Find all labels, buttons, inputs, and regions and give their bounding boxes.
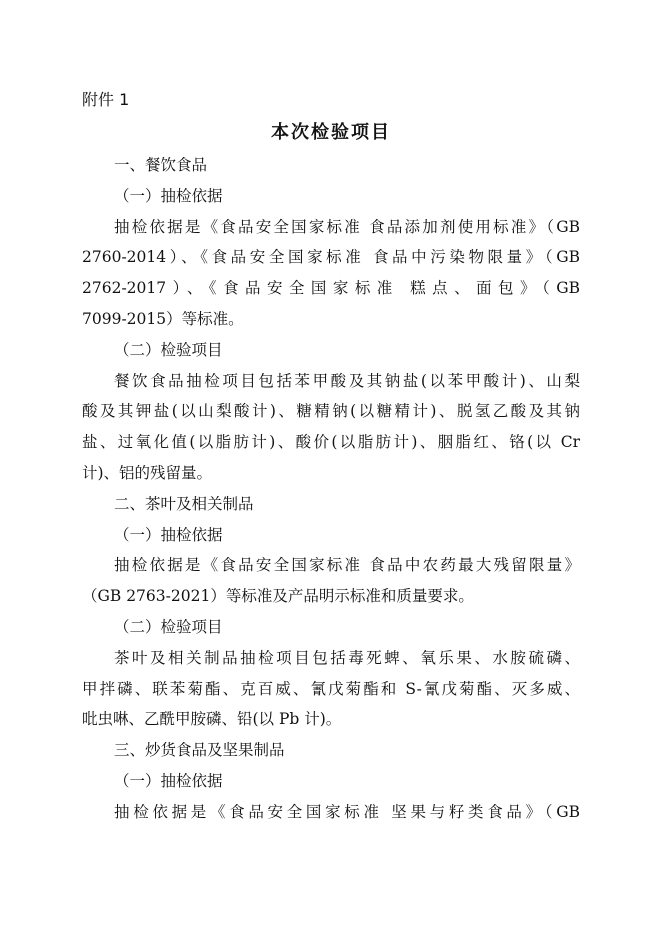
section-heading: 一、餐饮食品 — [114, 156, 208, 174]
subsection-heading: （一）抽检依据 — [114, 186, 223, 205]
paragraph-line: 抽检依据是《食品安全国家标准 坚果与籽类食品》（GB — [114, 802, 580, 821]
section-heading: 二、茶叶及相关制品 — [114, 494, 254, 513]
paragraph-line: 酸及其钾盐(以山梨酸计)、糖精钠(以糖精计)、脱氢乙酸及其钠 — [82, 402, 580, 421]
paragraph-line: 7099-2015）等标准。 — [82, 309, 244, 328]
paragraph-line: 计)、铝的残留量。 — [82, 463, 213, 482]
document-body — [82, 150, 580, 828]
paragraph-line: （GB 2763-2021）等标准及产品明示标准和质量要求。 — [82, 587, 474, 606]
paragraph-line: 吡虫啉、乙酰甲胺磷、铅(以 Pb 计)。 — [82, 710, 342, 729]
paragraph-line: 甲拌磷、联苯菊酯、克百威、氰戊菊酯和 S-氰戊菊酯、灭多威、 — [82, 679, 580, 698]
paragraph-line: 抽检依据是《食品安全国家标准 食品添加剂使用标准》（GB — [114, 217, 580, 236]
page-title: 本次检验项目 — [271, 122, 391, 143]
paragraph-line: 2762-2017）、《食品安全国家标准 糕点、面包》（GB — [82, 279, 580, 298]
subsection-heading: （二）检验项目 — [114, 617, 223, 636]
subsection-heading: （一）抽检依据 — [114, 771, 223, 790]
section-heading: 三、炒货食品及坚果制品 — [114, 741, 285, 760]
subsection-heading: （一）抽检依据 — [114, 525, 223, 544]
paragraph-line: 餐饮食品抽检项目包括苯甲酸及其钠盐(以苯甲酸计)、山梨 — [114, 371, 580, 390]
attachment-label: 附件 1 — [82, 90, 130, 109]
paragraph-line: 盐、过氧化值(以脂肪计)、酸价(以脂肪计)、胭脂红、铬(以 Cr — [82, 433, 580, 452]
paragraph-line: 抽检依据是《食品安全国家标准 食品中农药最大残留限量》 — [114, 556, 580, 575]
subsection-heading: （二）检验项目 — [114, 340, 223, 359]
paragraph-line: 2760-2014）、《食品安全国家标准 食品中污染物限量》（GB — [82, 248, 580, 267]
paragraph-line: 茶叶及相关制品抽检项目包括毒死蜱、氧乐果、水胺硫磷、 — [114, 648, 580, 667]
